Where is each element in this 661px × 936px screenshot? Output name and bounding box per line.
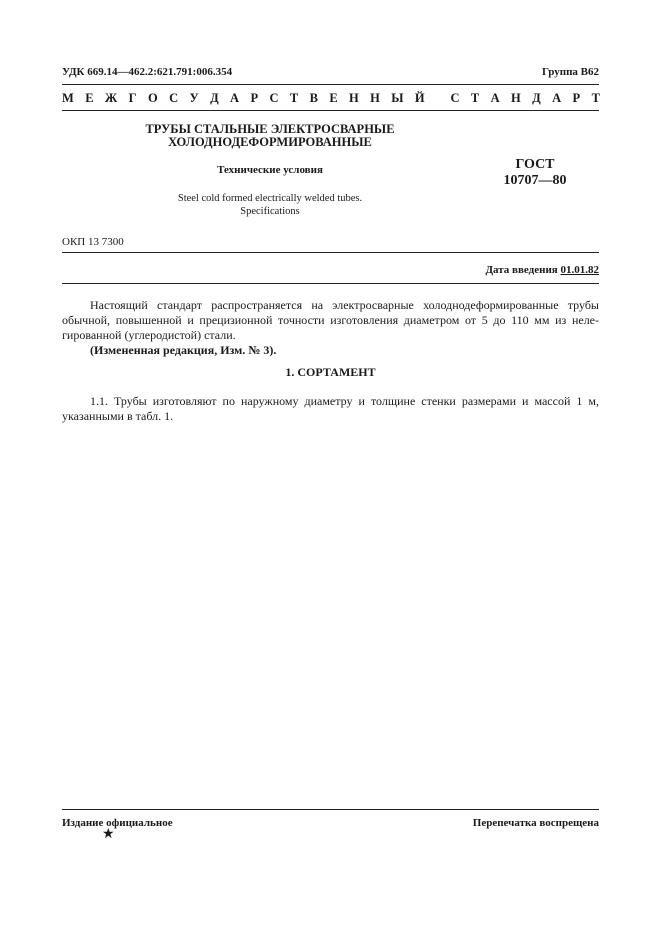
banner-letter: А bbox=[552, 91, 562, 105]
banner-letter: С bbox=[169, 91, 179, 105]
title-block bbox=[120, 123, 420, 218]
banner-letter: Д bbox=[532, 91, 541, 105]
banner-letter: Ы bbox=[391, 91, 404, 105]
reprint-prohibited: Перепечатка воспрещена bbox=[472, 817, 599, 829]
banner-letter: Т bbox=[470, 91, 480, 105]
banner-gap bbox=[436, 91, 439, 106]
gost-label: ГОСТ bbox=[515, 157, 555, 172]
banner-letter: Н bbox=[349, 91, 359, 105]
banner-letter: Г bbox=[128, 91, 137, 105]
gost-number: 10707—80 bbox=[503, 173, 567, 188]
intro-line-1: Настоящий стандарт распространяется на электросварные холоднодеформированные трубы bbox=[90, 298, 599, 312]
banner-letter: Т bbox=[289, 91, 299, 105]
banner-letter: С bbox=[269, 91, 279, 105]
okp-rule bbox=[62, 252, 599, 253]
banner-letter: Й bbox=[414, 91, 425, 105]
banner-letter: Д bbox=[210, 91, 219, 105]
banner-letter: А bbox=[230, 91, 240, 105]
section-paragraph bbox=[62, 394, 599, 424]
banner-letter: Ж bbox=[104, 91, 118, 105]
banner-letter: М bbox=[62, 91, 74, 105]
banner-letter: Т bbox=[591, 91, 600, 105]
group-code: Группа В62 bbox=[541, 66, 599, 78]
banner-letter: В bbox=[309, 91, 318, 105]
banner-letter: Р bbox=[572, 91, 581, 105]
footer-rule bbox=[62, 809, 599, 810]
intro-line-3: гированной (углеродистой) стали. bbox=[62, 328, 236, 342]
section-line-2: указанными в табл. 1. bbox=[62, 409, 174, 423]
intro-line-2: обычной, повышенной и прецизионной точности изготовления диаметром от 5 до 110 мм из неле- bbox=[62, 313, 599, 327]
amendment-note: (Измененная редакция, Изм. № 3). bbox=[90, 343, 277, 357]
date-label: Дата введения bbox=[485, 264, 561, 276]
banner-letter: Е bbox=[85, 91, 94, 105]
title-line-2: ХОЛОДНОДЕФОРМИРОВАННЫЕ bbox=[168, 135, 372, 149]
okp-code: ОКП 13 7300 bbox=[62, 236, 124, 248]
banner-letter: О bbox=[147, 91, 158, 105]
english-title-line-2: Specifications bbox=[240, 206, 300, 217]
title-line-1: ТРУБЫ СТАЛЬНЫЕ ЭЛЕКТРОСВАРНЫЕ bbox=[145, 122, 395, 136]
subtitle: Технические условия bbox=[217, 164, 323, 176]
banner-letter: Н bbox=[370, 91, 380, 105]
english-title-line-1: Steel cold formed electrically welded tubes. bbox=[177, 193, 363, 204]
banner-letter: А bbox=[490, 91, 500, 105]
effective-date bbox=[485, 264, 599, 276]
banner-letter: С bbox=[450, 91, 460, 105]
section-title: 1. СОРТАМЕНТ bbox=[285, 365, 376, 379]
banner-letter: Р bbox=[250, 91, 259, 105]
top-rule bbox=[62, 84, 599, 85]
udk-code: УДК 669.14—462.2:621.791:006.354 bbox=[62, 66, 233, 78]
banner-letter: Н bbox=[511, 91, 521, 105]
banner-letter: Е bbox=[329, 91, 338, 105]
date-value: 01.01.82 bbox=[560, 264, 599, 276]
section-line-1: 1.1. Трубы изготовляют по наружному диаметру и толщине стенки размерами и массой 1 м, bbox=[90, 394, 599, 408]
gost-block bbox=[470, 157, 600, 189]
star-icon: ★ bbox=[102, 827, 115, 842]
date-rule bbox=[62, 283, 599, 284]
official-edition: Издание официальное bbox=[62, 817, 173, 829]
banner-rule bbox=[62, 110, 599, 111]
standard-banner bbox=[62, 91, 600, 106]
banner-letter: У bbox=[189, 91, 199, 105]
intro-paragraph bbox=[62, 298, 599, 358]
